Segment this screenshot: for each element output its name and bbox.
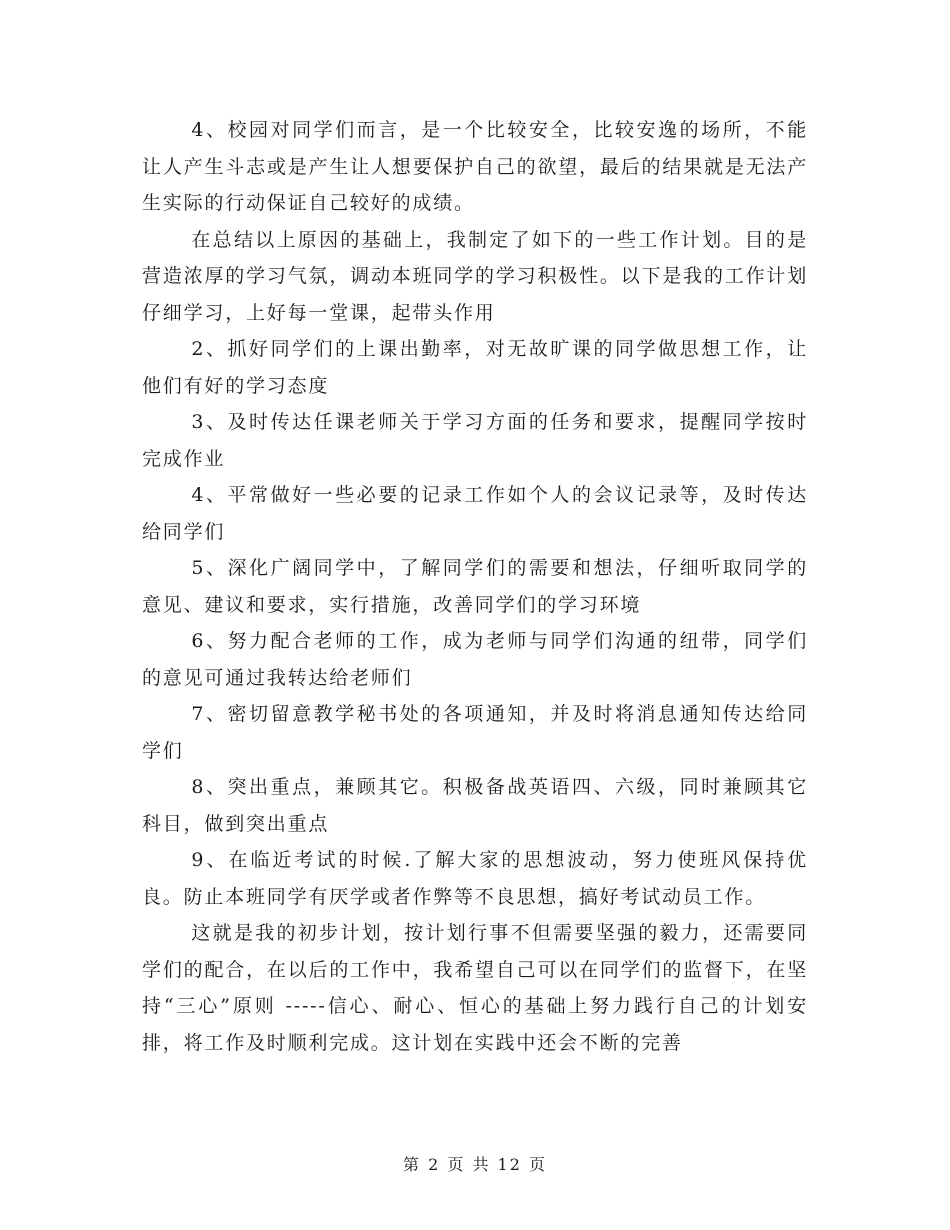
paragraph-4: 3、及时传达任课老师关于学习方面的任务和要求，提醒同学按时完成作业 [142,411,808,470]
document-body [142,112,808,1061]
paragraph-2: 在总结以上原因的基础上，我制定了如下的一些工作计划。目的是营造浓厚的学习气氛，调动本班同学的学习积极性。以下是我的工作计划仔细学习，上好每一堂课，起带头作用 [142,228,808,324]
paragraph-11: 这就是我的初步计划，按计划行事不但需要坚强的毅力，还需要同学们的配合，在以后的工作中，我希望自己可以在同学们的监督下，在坚持“三心”原则 -----信心、耐心、恒心的基础上努力践行自己的计划安排，将工作及时顺利完成。这计划在实践中还会不断的完善 [142,922,808,1054]
paragraph-5: 4、平常做好一些必要的记录工作如个人的会议记录等，及时传达给同学们 [142,484,808,543]
paragraph-3: 2、抓好同学们的上课出勤率，对无故旷课的同学做思想工作，让他们有好的学习态度 [142,338,808,397]
paragraph-9: 8、突出重点，兼顾其它。积极备战英语四、六级，同时兼顾其它科目，做到突出重点 [142,776,808,835]
paragraph-10: 9、在临近考试的时候.了解大家的思想波动，努力使班风保持优良。防止本班同学有厌学或者作弊等不良思想，搞好考试动员工作。 [142,849,808,908]
paragraph-6: 5、深化广阔同学中，了解同学们的需要和想法，仔细听取同学的意见、建议和要求，实行措施，改善同学们的学习环境 [142,557,808,616]
page-number-footer: 第 2 页 共 12 页 [403,1155,547,1174]
paragraph-7: 6、努力配合老师的工作，成为老师与同学们沟通的纽带，同学们的意见可通过我转达给老师们 [142,630,808,689]
paragraph-8: 7、密切留意教学秘书处的各项通知，并及时将消息通知传达给同学们 [142,703,808,762]
paragraph-1: 4、校园对同学们而言，是一个比较安全，比较安逸的场所，不能让人产生斗志或是产生让人想要保护自己的欲望，最后的结果就是无法产生实际的行动保证自己较好的成绩。 [142,119,808,214]
